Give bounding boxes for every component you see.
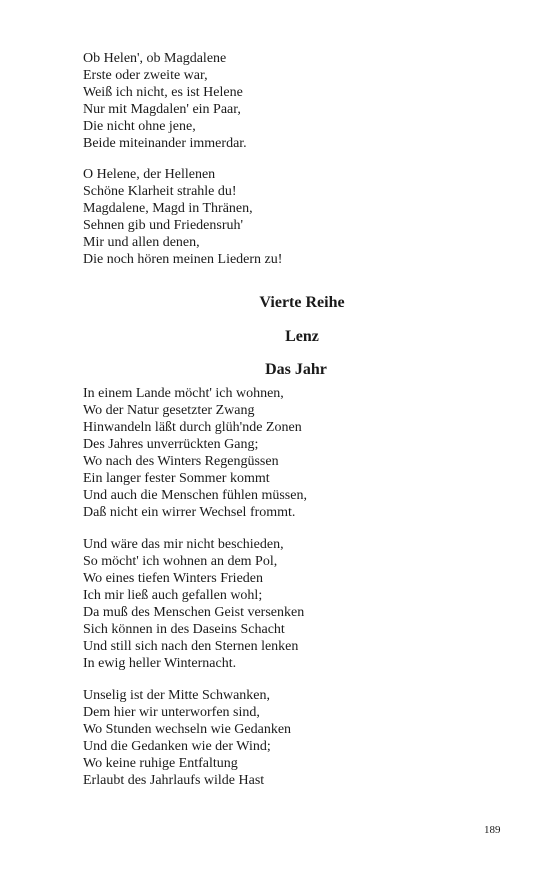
stanza-top-1: [83, 50, 483, 152]
poem-line: Wo eines tiefen Winters Frieden: [83, 571, 263, 586]
poem-line: Unselig ist der Mitte Schwanken,: [83, 688, 271, 703]
poem-line: Die noch hören meinen Liedern zu!: [83, 252, 283, 267]
poem-line: In einem Lande möcht' ich wohnen,: [83, 386, 284, 401]
poem-line: Weiß ich nicht, es ist Helene: [83, 85, 243, 100]
poem-line: Magdalene, Magd in Thränen,: [83, 201, 253, 216]
poem-line: O Helene, der Hellenen: [83, 167, 216, 182]
poem-line: So möcht' ich wohnen an dem Pol,: [83, 554, 278, 569]
poem-stanza-2: [83, 536, 483, 672]
subsection-heading-text: Lenz: [285, 328, 319, 345]
poem-line: Und still sich nach den Sternen lenken: [83, 639, 299, 654]
poem-line: Wo nach des Winters Regengüssen: [83, 454, 279, 469]
poem-line: Sich können in des Daseins Schacht: [83, 622, 285, 637]
poem-stanza-1: [83, 385, 483, 521]
poem-line: Die nicht ohne jene,: [83, 119, 196, 134]
poem-line: Nur mit Magdalen' ein Paar,: [83, 102, 241, 117]
poem-line: Da muß des Menschen Geist versenken: [83, 605, 305, 620]
stanza-top-2: [83, 166, 483, 268]
poem-line: Dem hier wir unterworfen sind,: [83, 705, 260, 720]
poem-line: Schöne Klarheit strahle du!: [83, 184, 237, 199]
poem-line: Erste oder zweite war,: [83, 68, 208, 83]
poem-line: Wo keine ruhige Entfaltung: [83, 756, 238, 771]
poem-line: Des Jahres unverrückten Gang;: [83, 437, 259, 452]
poem-line: Hinwandeln läßt durch glüh'nde Zonen: [83, 420, 302, 435]
poem-stanza-3: [83, 687, 483, 789]
poem-line: Ein langer fester Sommer kommt: [83, 471, 270, 486]
poem-line: Und wäre das mir nicht beschieden,: [83, 537, 284, 552]
poem-line: Ich mir ließ auch gefallen wohl;: [83, 588, 263, 603]
section-heading-text: Vierte Reihe: [259, 294, 345, 311]
poem-line: Erlaubt des Jahrlaufs wilde Hast: [83, 773, 265, 788]
poem-line: Und die Gedanken wie der Wind;: [83, 739, 271, 754]
poem-line: In ewig heller Winternacht.: [83, 656, 237, 671]
page-number: 189: [484, 824, 501, 836]
poem-line: Wo Stunden wechseln wie Gedanken: [83, 722, 292, 737]
poem-line: Ob Helen', ob Magdalene: [83, 51, 227, 66]
poem-line: Daß nicht ein wirrer Wechsel frommt.: [83, 505, 296, 520]
poem-line: Wo der Natur gesetzter Zwang: [83, 403, 255, 418]
poem-title-text: Das Jahr: [265, 361, 327, 378]
poem-line: Mir und allen denen,: [83, 235, 200, 250]
poem-line: Beide miteinander immerdar.: [83, 136, 247, 151]
poem-line: Und auch die Menschen fühlen müssen,: [83, 488, 307, 503]
poem-line: Sehnen gib und Friedensruh': [83, 218, 244, 233]
